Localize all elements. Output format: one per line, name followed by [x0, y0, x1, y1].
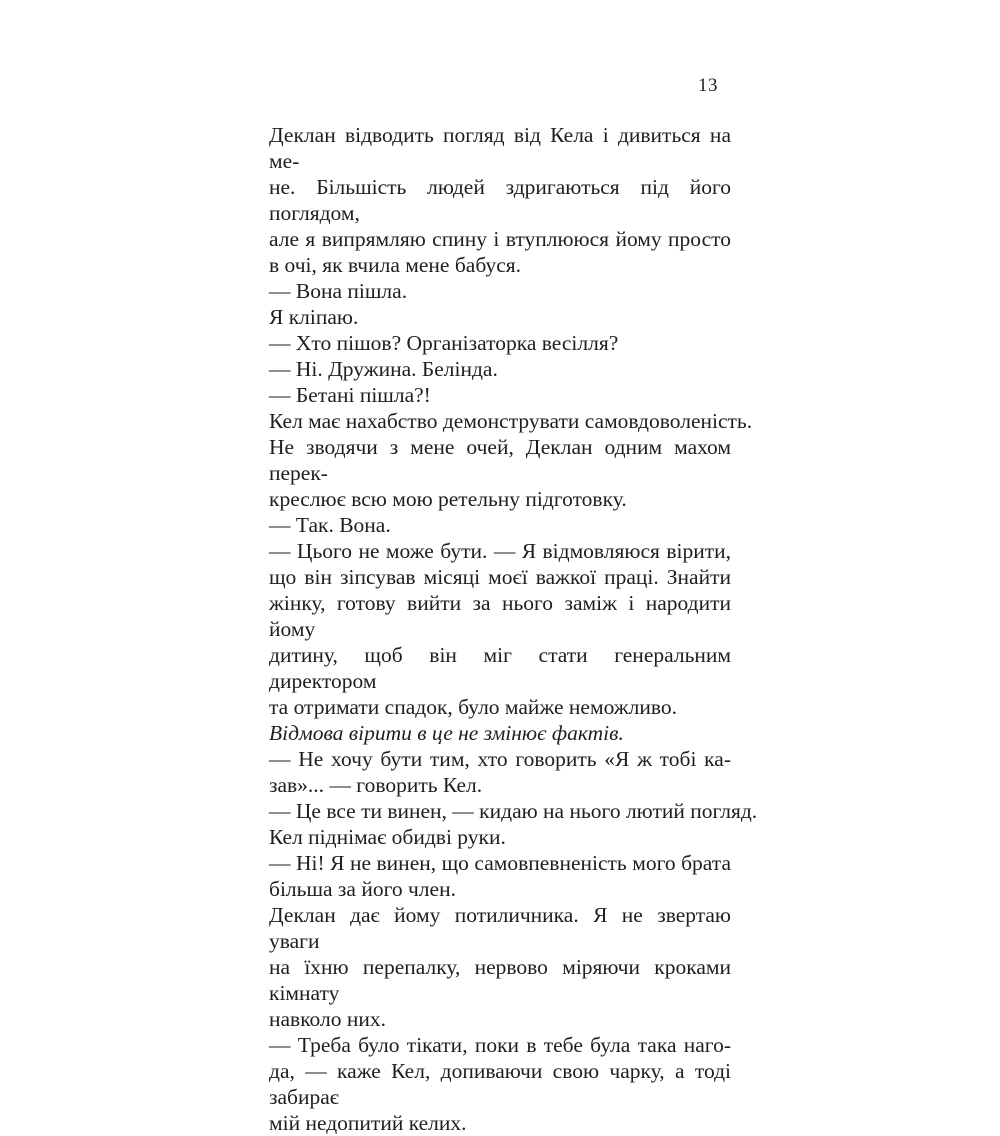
paragraph [269, 538, 731, 720]
text-line: зав»... — говорить Кел. [269, 773, 483, 797]
text-line: навколо них. [269, 1007, 387, 1031]
text-line: да, — каже Кел, допиваючи свою чарку, а тоді забирає [269, 1059, 731, 1109]
text-line: — Вона пішла. [269, 279, 408, 303]
text-line: — Хто пішов? Організаторка весілля? [269, 331, 619, 355]
text-line: Кел піднімає обидві руки. [269, 825, 506, 849]
text-line: креслює всю мою ретельну підготовку. [269, 487, 627, 511]
text-line: на їхню перепалку, нервово міряючи кроками кімнату [269, 955, 731, 1005]
text-line: дитину, щоб він міг стати генеральним директором [269, 643, 731, 693]
paragraph [269, 304, 731, 330]
text-line: — Ні. Дружина. Белінда. [269, 357, 498, 381]
text-line: мій недопитий келих. [269, 1111, 467, 1135]
text-line: Не зводячи з мене очей, Деклан одним махом перек- [269, 435, 731, 485]
paragraph [269, 122, 731, 278]
text-line: — Цього не може бути. — Я відмовляюся вірити, [269, 539, 731, 563]
text-line: але я випрямляю спину і втуплююся йому просто [269, 227, 731, 251]
text-line: та отримати спадок, було майже неможливо. [269, 695, 678, 719]
paragraph [269, 382, 731, 408]
text-line: більша за його член. [269, 877, 456, 901]
paragraph [269, 902, 731, 1032]
page-number: 13 [698, 75, 718, 96]
text-line: Деклан дає йому потиличника. Я не звертаю уваги [269, 903, 731, 953]
text-line: не. Більшість людей здригаються під його поглядом, [269, 175, 731, 225]
text-line: Я кліпаю. [269, 305, 359, 329]
paragraph-italic [269, 720, 731, 746]
paragraph [269, 408, 753, 434]
paragraph [269, 434, 731, 512]
text-line: жінку, готову вийти за нього заміж і народити йому [269, 591, 731, 641]
text-line: — Ні! Я не винен, що самовпевненість мого брата [269, 851, 731, 875]
text-line: в очі, як вчила мене бабуся. [269, 253, 521, 277]
paragraph [269, 824, 731, 850]
text-line: Відмова вірити в це не змінює фактів. [269, 721, 624, 745]
text-line: — Так. Вона. [269, 513, 391, 537]
text-line: — Не хочу бути тим, хто говорить «Я ж тобі ка- [269, 747, 731, 771]
text-line: що він зіпсував місяці моєї важкої праці. Знайти [269, 565, 731, 589]
paragraph [269, 356, 731, 382]
text-line: Кел має нахабство демонструвати самовдоволеність. [269, 409, 753, 433]
body-text [269, 122, 758, 1136]
text-line: Деклан відводить погляд від Кела і дивиться на ме- [269, 123, 731, 173]
paragraph [269, 1032, 731, 1136]
text-line: — Це все ти винен, — кидаю на нього лютий погляд. [269, 799, 758, 823]
paragraph [269, 798, 758, 824]
paragraph [269, 278, 731, 304]
text-line: — Бетані пішла?! [269, 383, 431, 407]
paragraph [269, 746, 731, 798]
paragraph [269, 330, 731, 356]
text-line: — Треба було тікати, поки в тебе була така наго- [269, 1033, 731, 1057]
paragraph [269, 512, 731, 538]
paragraph [269, 850, 731, 902]
